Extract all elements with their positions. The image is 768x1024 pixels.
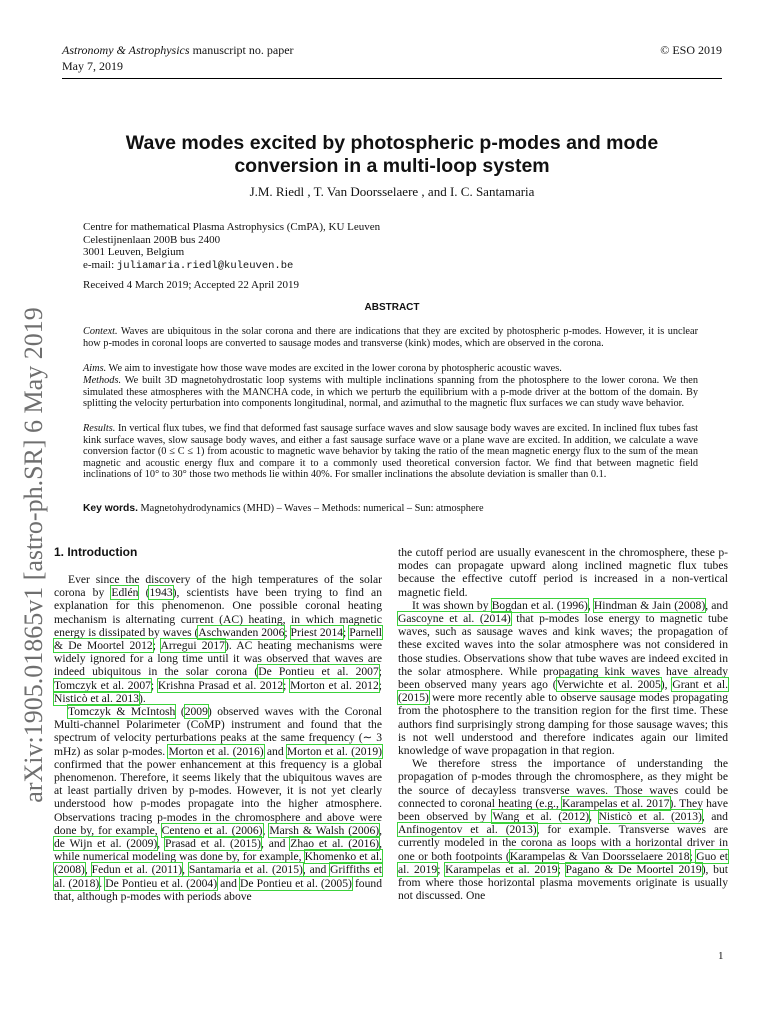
- citation-link[interactable]: Tomczyk et al. 2007: [54, 678, 151, 692]
- arxiv-sidebar: [14, 290, 54, 830]
- arxiv-identifier[interactable]: arXiv:1905.01865v1 [astro-ph.SR] 6 May 2019: [19, 307, 48, 803]
- citation-link[interactable]: Anfinogentov et al. (2013): [398, 823, 537, 837]
- paragraph: We therefore stress the importance of understanding the propagation of p-modes through the chromosphere, as they might be the source of decayless transverse waves. Those waves could be connected to coronal heating (e.g., Karampelas et al. 2017). They have been observed by Wang et al. (2012), Nisticò et al. (2013), and Anfinogentov et al. (2013), for example. Transverse waves are currently modeled in the corona as loops with a horizontal driver in one or both footpoints (Karampelas & Van Doorsselaere 2018; Guo et al. 2019; Karampelas et al. 2019; Pagano & De Moortel 2019), but from where those horizontal plasma movements originate is usually not discussed. One: [398, 757, 728, 903]
- citation-link[interactable]: Fedun et al. (2011): [91, 863, 183, 877]
- citation-link[interactable]: Prasad et al. (2015): [165, 837, 261, 851]
- keywords: [83, 503, 698, 514]
- citation-link[interactable]: Morton et al. 2012: [290, 678, 379, 692]
- citation-link[interactable]: Morton et al. (2019): [286, 744, 383, 758]
- email-link[interactable]: juliamaria.riedl@kuleuven.be: [116, 259, 294, 272]
- authors: J.M. Riedl , T. Van Doorsselaere , and I. C. Santamaria: [249, 184, 535, 199]
- citation-link[interactable]: Tomczyk & McIntosh: [68, 705, 176, 719]
- citation-link[interactable]: Marsh & Walsh (2006): [269, 823, 380, 837]
- context-text: Waves are ubiquitous in the solar corona and there are indications that they are excited by photospheric p-modes. However, it is unclear how p-modes in coronal loops are converted to sausage modes and transverse (kink) modes, which are observed in the corona.: [83, 326, 698, 349]
- citation-link[interactable]: Aschwanden 2006: [198, 625, 285, 639]
- journal-suffix: manuscript no. paper: [189, 43, 294, 57]
- methods-label: Methods.: [83, 375, 122, 386]
- citation-link[interactable]: De Pontieu et al. (2005): [240, 876, 352, 890]
- results-label: Results.: [83, 423, 116, 434]
- citation-link[interactable]: Bogdan et al. (1996): [491, 598, 588, 612]
- received-line: Received 4 March 2019; Accepted 22 April 2019: [83, 279, 299, 291]
- citation-link[interactable]: De Pontieu et al. (2004): [105, 876, 218, 890]
- title-line-1: Wave modes excited by photospheric p-modes and mode: [125, 132, 659, 154]
- paper-title: [62, 132, 722, 178]
- citation-link[interactable]: Gascoyne et al. (2014): [398, 612, 511, 626]
- citation-link[interactable]: Santamaria et al. (2015): [188, 863, 303, 877]
- citation-link[interactable]: Krishna Prasad et al. 2012: [157, 678, 284, 692]
- aims-text: We aim to investigate how those wave modes are excited in the lower corona by photospheric acoustic waves.: [106, 363, 562, 374]
- affiliation-line: Celestijnenlaan 200B bus 2400: [83, 233, 221, 246]
- citation-link[interactable]: Nisticò et al. (2013): [598, 810, 702, 824]
- right-column: [398, 546, 728, 902]
- citation-link[interactable]: de Wijn et al. (2009): [54, 837, 158, 851]
- abstract-context: [83, 326, 698, 349]
- paragraph: Ever since the discovery of the high temperatures of the solar corona by Edlén (1943), scientists have been trying to find an explanation for this phenomenon. One possible coronal heating mechanism is alternating current (AC) heating, in which magnetic energy is dissipated by waves (Aschwanden 2006; Priest 2014; Parnell & De Moortel 2012; Arregui 2017). AC heating mechanisms were widely ignored for a long time until it was observed that waves are indeed ubiquitous in the solar corona (De Pontieu et al. 2007; Tomczyk et al. 2007; Krishna Prasad et al. 2012; Morton et al. 2012; Nisticò et al. 2013).: [54, 573, 383, 705]
- citation-link[interactable]: Hindman & Jain (2008): [593, 598, 706, 612]
- citation-link[interactable]: Arregui 2017: [160, 639, 225, 653]
- citation-link[interactable]: De Pontieu et al. 2007: [258, 665, 379, 679]
- title-line-2: conversion in a multi-loop system: [234, 155, 550, 177]
- citation-link[interactable]: Guo et al. 2019: [398, 849, 728, 876]
- results-text: In vertical flux tubes, we find that deformed fast sausage surface waves and slow sausage body waves are excited. In inclined flux tubes fast kink surface waves, slow sausage body waves, and either a fast sausage surface wave or a plane wave are excited. In addition, we calculate a wave conversion factor (0 ≤ C ≤ 1) from acoustic to magnetic wave behavior by taking the ratio of the mean magnetic energy flux to the sum of the mean magnetic and acoustic energy flux and compare it to a commonly used theoretical conversion factor. We find that between magnetic field inclinations of 10° to 30° those two methods lie within 40%. For smaller inclinations the absolute deviation is smaller than 0.1.: [83, 423, 698, 481]
- citation-link[interactable]: 1943: [149, 586, 173, 600]
- citation-link[interactable]: Edlén: [111, 586, 139, 600]
- header-date: May 7, 2019: [62, 59, 123, 73]
- citation-link[interactable]: Karampelas & Van Doorsselaere 2018: [509, 849, 690, 863]
- keywords-text: Magnetohydrodynamics (MHD) – Waves – Methods: numerical – Sun: atmosphere: [137, 503, 484, 514]
- page-number: 1: [718, 950, 724, 962]
- context-label: Context.: [83, 326, 118, 337]
- citation-link[interactable]: Karampelas et al. 2017: [561, 796, 670, 810]
- affiliation-line: 3001 Leuven, Belgium: [83, 246, 185, 258]
- citation-link[interactable]: Griffiths et al. (2018): [54, 863, 383, 890]
- copyright: © ESO 2019: [660, 43, 722, 57]
- citation-link[interactable]: 2009: [184, 705, 208, 719]
- citation-link[interactable]: Nisticò et al. 2013: [54, 691, 140, 705]
- citation-link[interactable]: Grant et al. (2015): [398, 678, 728, 705]
- citation-link[interactable]: Pagano & De Moortel 2019: [565, 862, 702, 876]
- abstract-results: [83, 423, 698, 481]
- abstract-aims: [83, 363, 698, 375]
- abstract-heading: ABSTRACT: [364, 302, 420, 313]
- citation-link[interactable]: Priest 2014: [290, 625, 344, 639]
- citation-link[interactable]: Zhao et al. (2016): [290, 837, 380, 851]
- citation-link[interactable]: Centeno et al. (2006): [161, 823, 263, 837]
- email-label: e-mail:: [83, 258, 117, 271]
- methods-text: We built 3D magnetohydrostatic loop systems with multiple inclinations spanning from the photosphere to the lower corona. We then simulated these atmospheres with the MANCHA code, in which we perturb the equilibrium with a p-mode driver at the bottom of the domain. By splitting the velocity perturbation into components longitudinal, normal, and azimuthal to the magnetic flux surfaces we can study wave behavior.: [83, 375, 698, 410]
- paragraph: It was shown by Bogdan et al. (1996), Hindman & Jain (2008), and Gascoyne et al. (2014) that p-modes lose energy to magnetic tube waves, such as sausage waves and kink waves; the propagation of these excited waves into the solar atmosphere was not considered in those studies. Observations show that tube waves are indeed excited in the solar atmosphere. While propagating kink waves have already been observed many years ago (Verwichte et al. 2005), Grant et al. (2015) were more recently able to observe sausage modes propagating from the photosphere to the transition region for the first time. These authors find surprisingly strong damping for those sausage waves; this is not well understood and therefore indicates again our limited knowledge of wave propagation in that region.: [398, 598, 729, 758]
- journal-name: Astronomy & Astrophysics: [62, 43, 190, 57]
- abstract-methods: [83, 375, 698, 410]
- citation-link[interactable]: Karampelas et al. 2019: [445, 862, 558, 876]
- affiliation-line: Centre for mathematical Plasma Astrophysics (CmPA), KU Leuven: [83, 221, 381, 233]
- header-rule: [62, 78, 722, 79]
- paragraph: the cutoff period are usually evanescent in the chromosphere, these p-modes can propagate upward along inclined magnetic flux tubes because the effective cutoff period is increased in a non-vertical magnetic field.: [398, 546, 728, 599]
- left-column: [54, 573, 382, 903]
- citation-link[interactable]: Wang et al. (2012): [492, 810, 590, 824]
- paragraph: Tomczyk & McIntosh (2009) observed waves with the Coronal Multi-channel Polarimeter (CoMP) instrument and found that the spectrum of velocity perturbations peaks at the same frequency (∼ 3 mHz) as solar p-modes. Morton et al. (2016) and Morton et al. (2019) confirmed that the power enhancement at this frequency is a global phenomenon. Therefore, it seems likely that the ubiquitous waves are at least partially driven by p-modes. However, it is not yet clearly understood how p-modes propagate into the higher atmosphere. Observations tracing p-modes in the chromosphere and above were done by, for example, Centeno et al. (2006), Marsh & Walsh (2006), de Wijn et al. (2009), Prasad et al. (2015), and Zhao et al. (2016), while numerical modeling was done by, for example, Khomenko et al. (2008), Fedun et al. (2011), Santamaria et al. (2015), and Griffiths et al. (2018). De Pontieu et al. (2004) and De Pontieu et al. (2005) found that, although p-modes with periods above: [54, 705, 383, 903]
- affiliation: [83, 221, 643, 272]
- section-heading: 1. Introduction: [54, 545, 138, 559]
- citation-link[interactable]: Parnell & De Moortel 2012: [54, 625, 383, 653]
- keywords-label: Key words.: [83, 503, 138, 514]
- citation-link[interactable]: Morton et al. (2016): [168, 744, 264, 758]
- running-header: [62, 42, 722, 74]
- citation-link[interactable]: Verwichte et al. 2005: [556, 678, 661, 692]
- aims-label: Aims.: [83, 363, 107, 374]
- citation-link[interactable]: Khomenko et al. (2008): [54, 850, 382, 877]
